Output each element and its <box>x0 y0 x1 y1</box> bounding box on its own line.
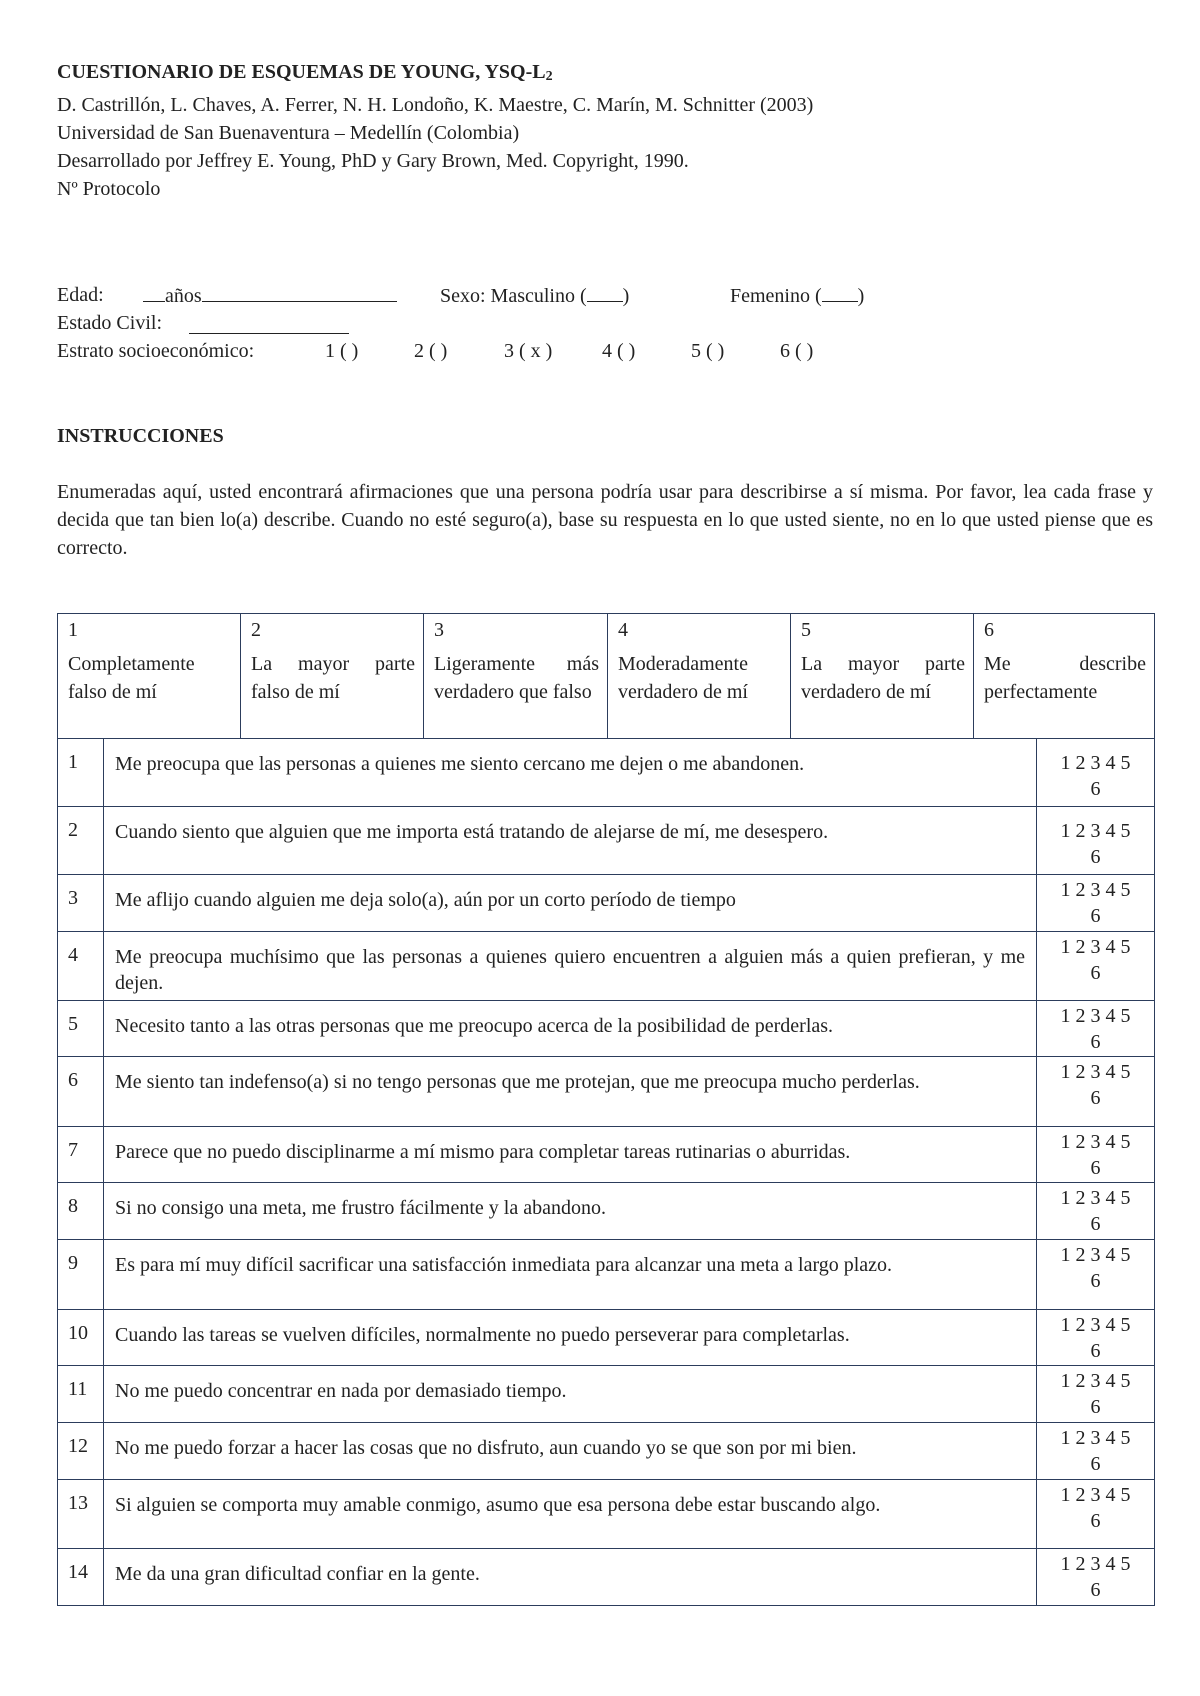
item-number: 14 <box>58 1549 104 1605</box>
item-number: 12 <box>58 1423 104 1479</box>
item-text: Necesito tanto a las otras personas que me preocupo acerca de la posibilidad de perderlas. <box>104 1001 1037 1056</box>
item-response-options[interactable]: 1 2 3 4 5 6 <box>1060 752 1131 800</box>
scale-cell <box>424 614 608 738</box>
table-row <box>58 1056 1154 1126</box>
estrato-option-4[interactable]: 4 ( ) <box>602 340 636 362</box>
item-response-options[interactable]: 1 2 3 4 5 6 <box>1060 1061 1131 1109</box>
scale-label: Completamente falso de mí <box>68 653 195 703</box>
item-text: Cuando siento que alguien que me importa está tratando de alejarse de mí, me desespero. <box>104 807 1037 874</box>
item-response-options[interactable]: 1 2 3 4 5 6 <box>1060 1314 1131 1362</box>
estrato-option-5[interactable]: 5 ( ) <box>691 340 725 362</box>
estado-civil-label: Estado Civil: <box>57 312 162 334</box>
developed-by-line: Desarrollado por Jeffrey E. Young, PhD y Gary Brown, Med. Copyright, 1990. <box>57 150 689 172</box>
scale-cell <box>608 614 791 738</box>
sexo-masculino-label: Sexo: Masculino ( ) <box>440 281 629 310</box>
scale-label: La mayor parte falso de mí <box>251 653 415 703</box>
item-text: No me puedo concentrar en nada por demasiado tiempo. <box>104 1366 1037 1422</box>
estado-civil-row <box>57 309 1157 337</box>
scale-number: 3 <box>434 619 444 641</box>
scale-number: 2 <box>251 619 261 641</box>
item-number: 8 <box>58 1183 104 1239</box>
item-number: 6 <box>58 1057 104 1126</box>
item-response-options[interactable]: 1 2 3 4 5 6 <box>1060 1484 1131 1532</box>
scale-label: Ligeramente más verdadero que falso <box>434 653 599 703</box>
university-line: Universidad de San Buenaventura – Medellín (Colombia) <box>57 122 520 144</box>
protocol-label: Nº Protocolo <box>57 178 161 200</box>
item-response-options[interactable]: 1 2 3 4 5 6 <box>1060 1427 1131 1475</box>
item-response-options[interactable]: 1 2 3 4 5 6 <box>1060 1131 1131 1179</box>
estado-civil-field[interactable] <box>189 313 349 334</box>
anos-label: años <box>165 285 202 307</box>
item-response-options[interactable]: 1 2 3 4 5 6 <box>1060 1005 1131 1053</box>
item-response-options[interactable]: 1 2 3 4 5 6 <box>1060 1370 1131 1418</box>
scale-cell <box>791 614 974 738</box>
scale-cell <box>241 614 424 738</box>
item-number: 7 <box>58 1127 104 1182</box>
questionnaire-items-table <box>57 738 1155 1606</box>
table-row <box>58 1239 1154 1309</box>
table-row <box>58 1422 1154 1479</box>
instructions-text: Enumeradas aquí, usted encontrará afirmaciones que una persona podría usar para describirse a sí misma. Por favor, lea cada frase y decida que tan bien lo(a) describe. Cuando no esté seguro(a), base su respuesta en lo que usted siente, no en lo que usted piense que es correcto. <box>57 481 1153 559</box>
age-sex-row <box>57 281 1157 309</box>
estrato-option-1[interactable]: 1 ( ) <box>325 340 359 362</box>
table-row <box>58 1000 1154 1056</box>
item-number: 3 <box>58 875 104 931</box>
item-text: Si alguien se comporta muy amable conmigo, asumo que esa persona debe estar buscando algo. <box>104 1480 1037 1548</box>
table-row <box>58 1365 1154 1422</box>
table-row <box>58 1126 1154 1182</box>
document-header <box>57 58 1157 203</box>
item-response-options[interactable]: 1 2 3 4 5 6 <box>1060 1187 1131 1235</box>
item-text: Cuando las tareas se vuelven difíciles, normalmente no puedo perseverar para completarlas. <box>104 1310 1037 1365</box>
table-row <box>58 931 1154 1000</box>
scale-label: Moderadamente verdadero de mí <box>618 653 748 703</box>
table-row <box>58 1548 1154 1605</box>
estrato-option-3[interactable]: 3 ( x ) <box>504 340 553 362</box>
estrato-option-2[interactable]: 2 ( ) <box>414 340 448 362</box>
item-text: Parece que no puedo disciplinarme a mí mismo para completar tareas rutinarias o aburridas. <box>104 1127 1037 1182</box>
item-number: 10 <box>58 1310 104 1365</box>
item-text: Me aflijo cuando alguien me deja solo(a), aún por un corto período de tiempo <box>104 875 1037 931</box>
item-number: 4 <box>58 932 104 1000</box>
edad-field[interactable] <box>143 281 397 310</box>
scale-number: 1 <box>68 619 78 641</box>
item-number: 2 <box>58 807 104 874</box>
table-row <box>58 1479 1154 1548</box>
edad-label: Edad: <box>57 284 104 306</box>
item-text: Me preocupa que las personas a quienes me siento cercano me dejen o me abandonen. <box>104 739 1037 806</box>
item-text: Es para mí muy difícil sacrificar una satisfacción inmediata para alcanzar una meta a largo plazo. <box>104 1240 1037 1309</box>
item-number: 5 <box>58 1001 104 1056</box>
item-number: 9 <box>58 1240 104 1309</box>
item-response-options[interactable]: 1 2 3 4 5 6 <box>1060 936 1131 984</box>
table-row <box>58 874 1154 931</box>
item-response-options[interactable]: 1 2 3 4 5 6 <box>1060 879 1131 927</box>
item-response-options[interactable]: 1 2 3 4 5 6 <box>1060 1553 1131 1601</box>
estrato-option-6[interactable]: 6 ( ) <box>780 340 814 362</box>
femenino-label: Femenino ( ) <box>730 281 864 310</box>
item-text: No me puedo forzar a hacer las cosas que no disfruto, aun cuando yo se que son por mi bien. <box>104 1423 1037 1479</box>
demographics-section <box>57 281 1157 365</box>
table-row <box>58 806 1154 874</box>
item-response-options[interactable]: 1 2 3 4 5 6 <box>1060 1244 1131 1292</box>
item-response-options[interactable]: 1 2 3 4 5 6 <box>1060 820 1131 868</box>
scale-cell <box>974 614 1154 738</box>
instructions-title: INSTRUCCIONES <box>57 425 224 447</box>
table-row <box>58 1309 1154 1365</box>
femenino-field[interactable] <box>822 281 858 302</box>
document-title: CUESTIONARIO DE ESQUEMAS DE YOUNG, YSQ-L2 <box>57 61 553 84</box>
masculino-field[interactable] <box>587 281 623 302</box>
item-number: 1 <box>58 739 104 806</box>
rating-scale-legend <box>57 613 1155 739</box>
scale-label: La mayor parte verdadero de mí <box>801 653 965 703</box>
item-text: Me da una gran dificultad confiar en la gente. <box>104 1549 1037 1605</box>
item-text: Me preocupa muchísimo que las personas a quienes quiero encuentren a alguien más a quien prefieran, y me dejen. <box>104 932 1037 1000</box>
scale-number: 6 <box>984 619 994 641</box>
scale-number: 5 <box>801 619 811 641</box>
scale-number: 4 <box>618 619 628 641</box>
item-text: Me siento tan indefenso(a) si no tengo personas que me protejan, que me preocupa mucho perderlas. <box>104 1057 1037 1126</box>
authors-line: D. Castrillón, L. Chaves, A. Ferrer, N. H. Londoño, K. Maestre, C. Marín, M. Schnitter (2003) <box>57 94 814 116</box>
item-text: Si no consigo una meta, me frustro fácilmente y la abandono. <box>104 1183 1037 1239</box>
scale-cell <box>58 614 241 738</box>
item-number: 13 <box>58 1480 104 1548</box>
item-number: 11 <box>58 1366 104 1422</box>
scale-label: Me describe perfectamente <box>984 653 1146 703</box>
table-row <box>58 1182 1154 1239</box>
estrato-row <box>57 337 1157 365</box>
estrato-label: Estrato socioeconómico: <box>57 340 255 362</box>
table-row <box>58 738 1154 806</box>
